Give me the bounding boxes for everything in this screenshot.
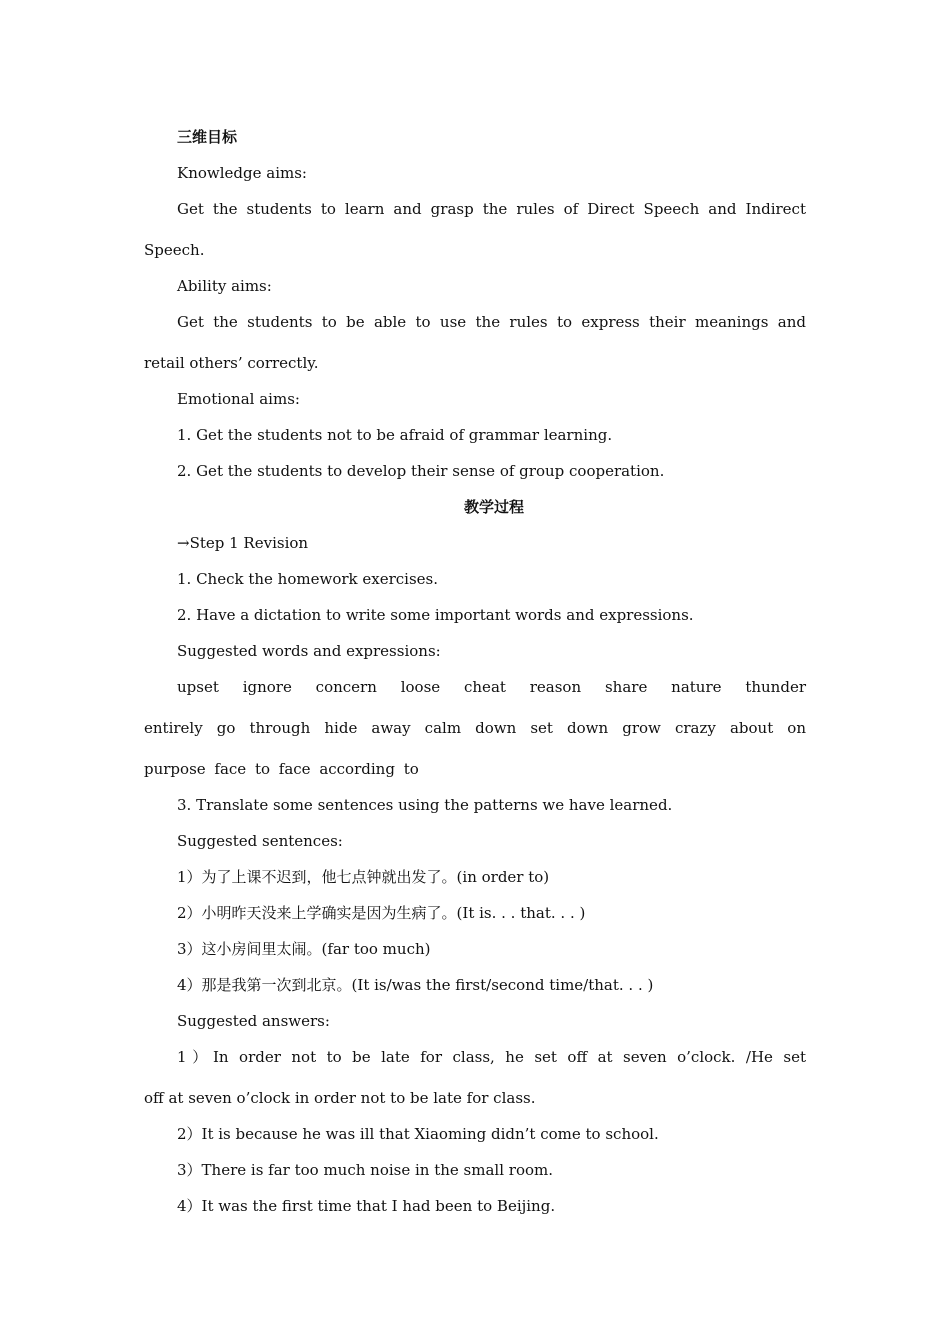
- ability-aims-label: Ability aims:: [177, 277, 272, 295]
- suggested-sentences-label: Suggested sentences:: [177, 832, 343, 850]
- step-item: 2. Have a dictation to write some important words and expressions.: [177, 606, 694, 624]
- answer-item-cont: off at seven o’clock in order not to be late for class.: [144, 1089, 536, 1107]
- ability-aims-text: Get the students to be able to use the rules to express their meanings and: [177, 313, 806, 331]
- ability-aims-text-cont: retail others’ correctly.: [144, 354, 319, 372]
- knowledge-aims-text-cont: Speech.: [144, 241, 205, 259]
- answer-item: 1）In order not to be late for class, he set off at seven o’clock. /He set: [177, 1048, 806, 1066]
- sentence-item: 4）那是我第一次到北京。(It is/was the first/second time/that. . . ): [177, 976, 654, 994]
- sentence-item: 2）小明昨天没来上学确实是因为生病了。(It is. . . that. . . ): [177, 904, 586, 922]
- sentence-item: 1）为了上课不迟到，他七点钟就出发了。(in order to): [177, 868, 550, 886]
- emotional-aim-item: 2. Get the students to develop their sense of group cooperation.: [177, 462, 665, 480]
- answer-item: 4）It was the first time that I had been to Beijing.: [177, 1197, 556, 1215]
- section-heading-process: 教学过程: [463, 498, 524, 516]
- answer-item: 3）There is far too much noise in the small room.: [177, 1161, 554, 1179]
- step-item: 3. Translate some sentences using the patterns we have learned.: [177, 796, 673, 814]
- suggested-answers-label: Suggested answers:: [177, 1012, 330, 1030]
- word-list-line: entirely go through hide away calm down set down grow crazy about on: [144, 719, 806, 737]
- step-item: 1. Check the homework exercises.: [177, 570, 438, 588]
- answer-item: 2）It is because he was ill that Xiaoming didn’t come to school.: [177, 1125, 659, 1143]
- knowledge-aims-text: Get the students to learn and grasp the rules of Direct Speech and Indirect: [177, 200, 806, 218]
- sentence-item: 3）这小房间里太闹。(far too much): [177, 940, 431, 958]
- step-title: →Step 1 Revision: [177, 534, 309, 552]
- word-list-line: upset ignore concern loose cheat reason share nature thunder: [177, 678, 806, 696]
- suggested-words-label: Suggested words and expressions:: [177, 642, 441, 660]
- emotional-aim-item: 1. Get the students not to be afraid of grammar learning.: [177, 426, 613, 444]
- section-heading-objectives: 三维目标: [177, 128, 238, 146]
- knowledge-aims-label: Knowledge aims:: [177, 164, 307, 182]
- emotional-aims-label: Emotional aims:: [177, 390, 300, 408]
- word-list-line: purpose face to face according to: [144, 760, 419, 778]
